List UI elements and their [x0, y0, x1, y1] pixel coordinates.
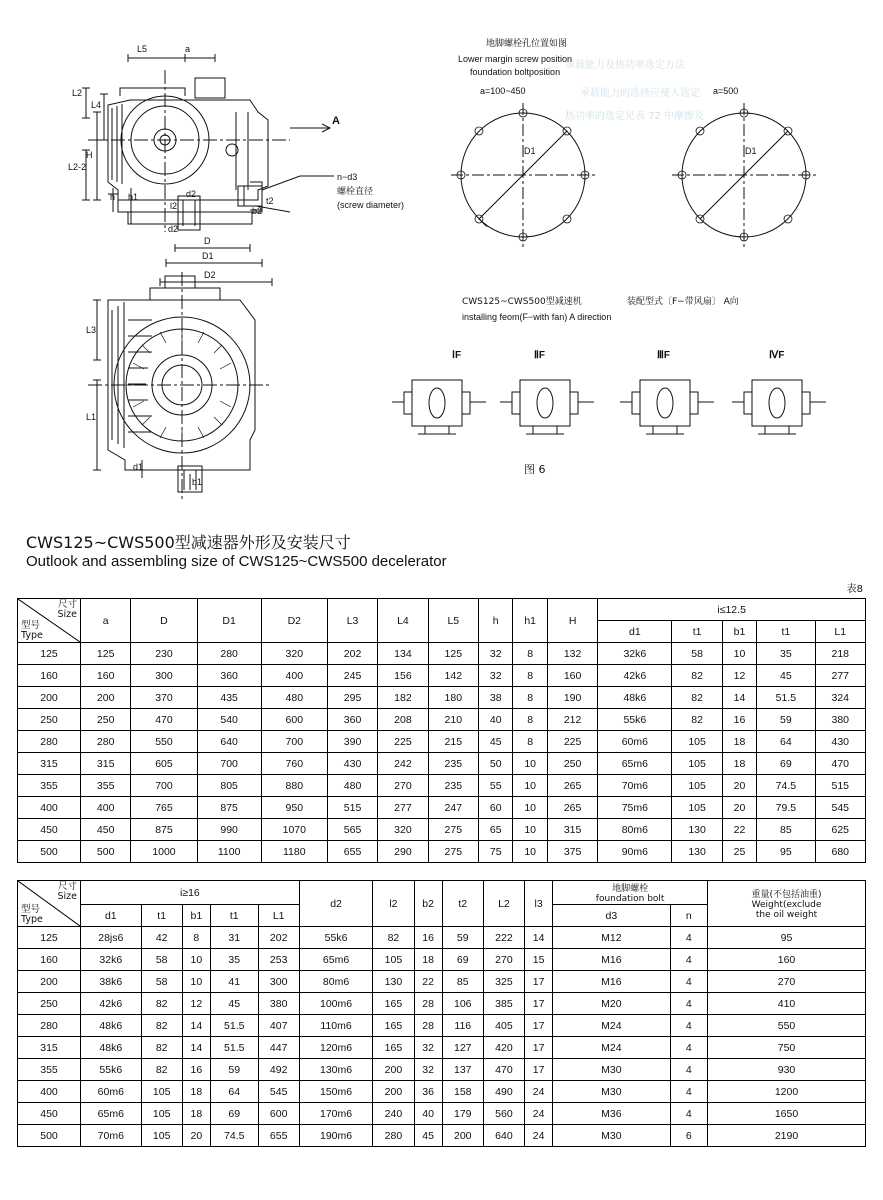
dim-label-L2: L2 — [72, 88, 83, 98]
dim-label-l2: l2 — [170, 201, 178, 211]
dim-label-L4: L4 — [91, 100, 102, 110]
header-corner-cell-2 — [18, 881, 81, 927]
th-D1: D1 — [197, 599, 261, 643]
dim-label-b1: b1 — [192, 477, 203, 487]
bolt-position-title-cn: 地脚螺栓孔位置如图 — [486, 39, 568, 49]
th-sub-t1: t1 — [672, 621, 722, 643]
th2-sub-t1b: t1 — [210, 905, 258, 927]
th-sub-d1: d1 — [598, 621, 672, 643]
table-row: 315 315 605 700 760 430 242 235 50 10 250 65m6 105 18 69 470 — [18, 753, 866, 775]
page-title-cn: CWS125~CWS500型减速器外形及安装尺寸 — [26, 533, 351, 552]
th-l3: l3 — [525, 881, 553, 927]
dim-label-L5: L5 — [137, 44, 148, 54]
cell-type: 450 — [18, 1103, 81, 1125]
th-L3: L3 — [327, 599, 377, 643]
table-row: 125 125 230 280 320 202 134 125 32 8 132 32k6 58 10 35 218 — [18, 643, 866, 665]
assembly-label-3F: ⅢF — [657, 350, 671, 361]
cell-type: 355 — [18, 775, 81, 797]
dimensions-table-2 — [17, 880, 866, 1147]
cell-type: 500 — [18, 1125, 81, 1147]
th-D: D — [131, 599, 197, 643]
table-number: 表8 — [846, 584, 863, 595]
table-row: 315 48k6 82 14 51.5 447 120m6 165 32 127 420 17 M24 4 750 — [18, 1037, 866, 1059]
th2-sub-d1: d1 — [81, 905, 142, 927]
th-H: H — [547, 599, 597, 643]
th-group-i-le-12-5: i≤12.5 — [598, 599, 866, 621]
dim-label-L2-2: L2-2 — [68, 162, 87, 172]
th-t2: t2 — [442, 881, 483, 927]
th2-sub-t1: t1 — [141, 905, 182, 927]
cell-type: 315 — [18, 753, 81, 775]
table-row: 400 400 765 875 950 515 277 247 60 10 265 75m6 105 20 79.5 545 — [18, 797, 866, 819]
bolt-position-title-en-1: Lower margin screw position — [458, 54, 573, 64]
dim-label-L1: L1 — [86, 412, 97, 422]
th-D2: D2 — [261, 599, 327, 643]
dim-label-h1: h1 — [128, 192, 139, 202]
th-b2: b2 — [414, 881, 442, 927]
table-row: 450 65m6 105 18 69 600 170m6 240 40 179 560 24 M36 4 1650 — [18, 1103, 866, 1125]
callout-screw-diameter-cn: 螺栓直径 — [337, 187, 374, 197]
ghost-text-2: 热功率的选定见表 72 中摩擦及 — [565, 111, 705, 122]
cell-type: 250 — [18, 993, 81, 1015]
th-foundation-bolt: 地脚螺栓 foundation bolt — [553, 881, 708, 905]
assembly-note-type-cn: 装配型式〔F−带风扇〕 A向 — [627, 297, 739, 307]
page-title-en: Outlook and assembling size of CWS125~CWS500 decelerator — [26, 553, 447, 570]
th-weight: 重量(不包括油重) Weight(exclude the oil weight — [708, 881, 866, 927]
table2-header-row-1 — [18, 881, 866, 905]
table-row: 250 250 470 540 600 360 208 210 40 8 212 55k6 82 16 59 380 — [18, 709, 866, 731]
table-row: 280 280 550 640 700 390 225 215 45 8 225 60m6 105 18 64 430 — [18, 731, 866, 753]
assembly-label-4F: ⅣF — [769, 350, 785, 361]
cell-type: 250 — [18, 709, 81, 731]
th2-sub-b1: b1 — [182, 905, 210, 927]
table-row: 450 450 875 990 1070 565 320 275 65 10 315 80m6 130 22 85 625 — [18, 819, 866, 841]
dimensions-table-1 — [17, 598, 866, 863]
table-row: 500 70m6 105 20 74.5 655 190m6 280 45 200 640 24 M30 6 2190 — [18, 1125, 866, 1147]
bolt-circle-right-D1: D1 — [745, 146, 757, 156]
th-sub-b1: b1 — [722, 621, 756, 643]
table-row: 160 160 300 360 400 245 156 142 32 8 160 42k6 82 12 45 277 — [18, 665, 866, 687]
dim-label-t2: t2 — [266, 196, 274, 206]
th2-sub-L1: L1 — [258, 905, 299, 927]
corner-type-label: 型号 Type — [21, 620, 43, 642]
assembly-note-model: CWS125~CWS500型减速机 — [462, 297, 582, 307]
cell-type: 450 — [18, 819, 81, 841]
th-h1: h1 — [513, 599, 547, 643]
table-row: 125 28js6 42 8 31 202 55k6 82 16 59 222 14 M12 4 95 — [18, 927, 866, 949]
callout-screw-diameter-en: (screw diameter) — [337, 200, 405, 210]
table-row: 355 355 700 805 880 480 270 235 55 10 265 70m6 105 20 74.5 515 — [18, 775, 866, 797]
th-L4: L4 — [378, 599, 428, 643]
th2-bolt-d3: d3 — [553, 905, 670, 927]
cell-type: 160 — [18, 665, 81, 687]
dim-label-D1: D1 — [202, 251, 214, 261]
cell-type: 500 — [18, 841, 81, 863]
th-L5: L5 — [428, 599, 478, 643]
assembly-label-2F: ⅡF — [534, 350, 546, 361]
bolt-circle-left-D1: D1 — [524, 146, 536, 156]
table-row: 280 48k6 82 14 51.5 407 110m6 165 28 116 405 17 M24 4 550 — [18, 1015, 866, 1037]
th-sub-t1b: t1 — [757, 621, 815, 643]
drawing-svg — [0, 0, 883, 520]
dim-label-a: a — [185, 44, 191, 54]
th-d2: d2 — [299, 881, 373, 927]
table-row: 500 500 1000 1100 1180 655 290 275 75 10 375 90m6 130 25 95 680 — [18, 841, 866, 863]
dim-label-H: H — [86, 150, 93, 160]
ghost-text-0: 二、承载能力及热功率选定方法 — [545, 60, 685, 71]
table-row: 200 200 370 435 480 295 182 180 38 8 190 48k6 82 14 51.5 324 — [18, 687, 866, 709]
dim-label-D2: D2 — [204, 270, 216, 280]
bolt-circle-right-range: a=500 — [713, 86, 739, 96]
technical-drawing — [0, 0, 883, 520]
section-arrow-label-A: A — [332, 115, 340, 127]
table-row: 400 60m6 105 18 64 545 150m6 200 36 158 490 24 M30 4 1200 — [18, 1081, 866, 1103]
table-row: 355 55k6 82 16 59 492 130m6 200 32 137 470 17 M30 4 930 — [18, 1059, 866, 1081]
dim-label-d2-lower: d2 — [168, 224, 179, 234]
cell-type: 400 — [18, 1081, 81, 1103]
figure-caption: 图 6 — [524, 463, 546, 476]
cell-type: 280 — [18, 731, 81, 753]
table-row: 250 42k6 82 12 45 380 100m6 165 28 106 385 17 M20 4 410 — [18, 993, 866, 1015]
dim-label-d1: d1 — [133, 462, 144, 472]
ghost-text-1: 承载能力的选择应使人选定 — [580, 88, 700, 99]
cell-type: 125 — [18, 643, 81, 665]
corner-size-label: 尺寸 Size — [57, 599, 77, 620]
bolt-circle-left-range: a=100~450 — [480, 86, 526, 96]
th-l2: l2 — [373, 881, 414, 927]
dim-label-d2-upper: d2 — [186, 189, 197, 199]
table-row: 160 32k6 58 10 35 253 65m6 105 18 69 270 15 M16 4 160 — [18, 949, 866, 971]
cell-type: 200 — [18, 971, 81, 993]
th2-bolt-n: n — [670, 905, 708, 927]
bolt-position-title-en-2: foundation boltposition — [470, 67, 561, 77]
cell-type: 125 — [18, 927, 81, 949]
header-corner-cell — [18, 599, 81, 643]
dim-label-D: D — [204, 236, 211, 246]
th-a: a — [81, 599, 131, 643]
cell-type: 400 — [18, 797, 81, 819]
th-L2: L2 — [483, 881, 524, 927]
cell-type: 315 — [18, 1037, 81, 1059]
th-group-i-ge-16: i≥16 — [81, 881, 300, 905]
assembly-note-type-en: installing feom(F−with fan) A direction — [462, 312, 612, 322]
dim-label-b2: b2 — [252, 206, 263, 216]
assembly-label-1F: ⅠF — [452, 350, 462, 361]
corner-type-label-2: 型号 Type — [21, 904, 43, 926]
cell-type: 160 — [18, 949, 81, 971]
table-row: 200 38k6 58 10 41 300 80m6 130 22 85 325 17 M16 4 270 — [18, 971, 866, 993]
cell-type: 355 — [18, 1059, 81, 1081]
dim-label-h: h — [110, 192, 116, 202]
th-sub-L1: L1 — [815, 621, 865, 643]
cell-type: 280 — [18, 1015, 81, 1037]
dim-label-L3: L3 — [86, 325, 97, 335]
corner-size-label-2: 尺寸 Size — [57, 881, 77, 902]
table1-header-row-1 — [18, 599, 866, 621]
cell-type: 200 — [18, 687, 81, 709]
th-h: h — [478, 599, 512, 643]
callout-n-d3: n−d3 — [337, 172, 358, 182]
